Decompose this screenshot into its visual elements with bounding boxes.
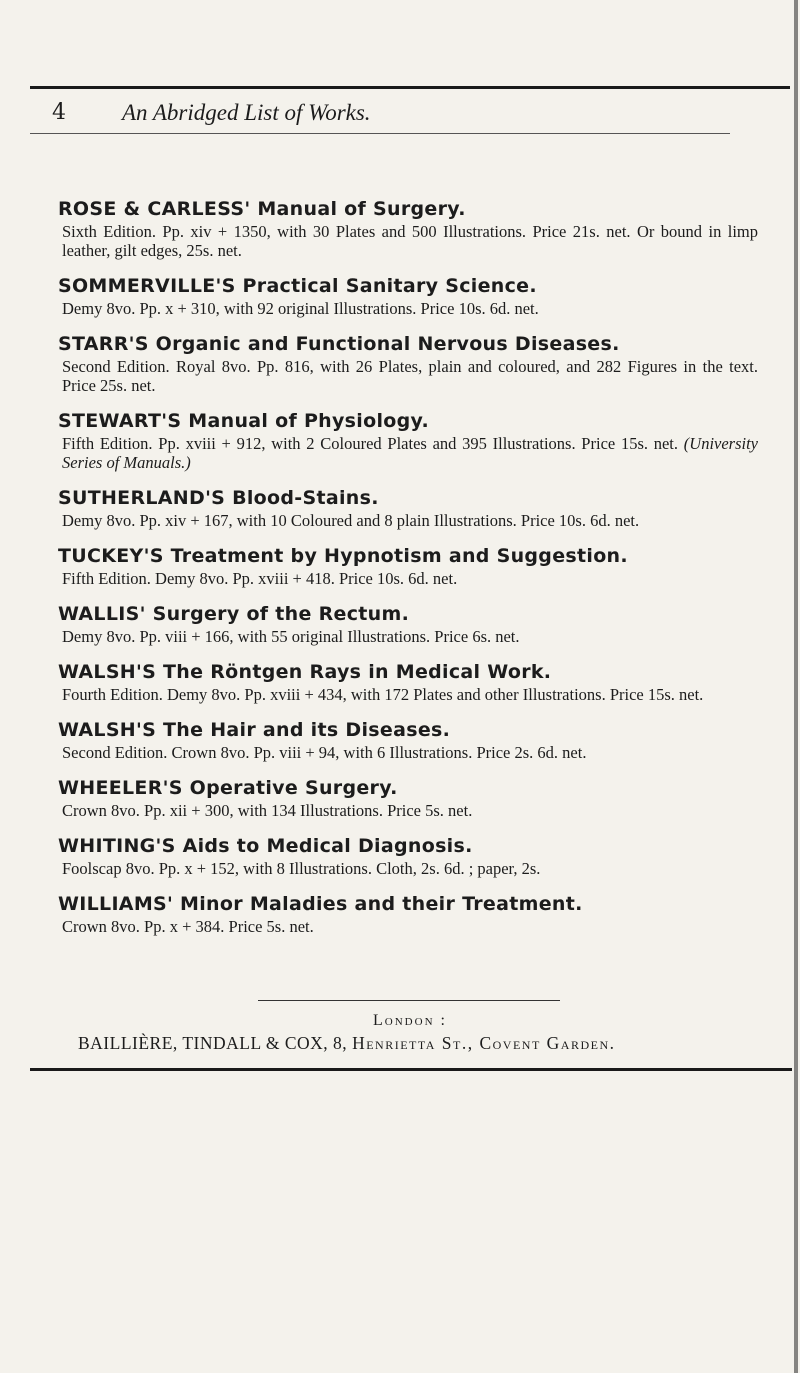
book-description: Second Edition. Crown 8vo. Pp. viii + 94, with 6 Illustrations. Price 2s. 6d. net.: [62, 743, 587, 762]
book-entry: [58, 331, 758, 395]
book-title: ROSE & CARLESS' Manual of Surgery.: [58, 198, 466, 220]
book-description: Fourth Edition. Demy 8vo. Pp. xviii + 434, with 172 Plates and other Illustrations. Price 15s. net.: [62, 685, 704, 704]
book-description: Crown 8vo. Pp. xii + 300, with 134 Illustrations. Price 5s. net.: [62, 801, 473, 820]
publisher-name: BAILLIÈRE, TINDALL & COX, 8,: [78, 1033, 348, 1053]
book-entry: [58, 891, 758, 936]
series-note: (University Series of Manuals.): [62, 434, 759, 472]
bottom-rule: [30, 1068, 792, 1071]
book-title: WALSH'S The Röntgen Rays in Medical Work.: [58, 661, 552, 683]
running-title: An Abridged List of Works.: [122, 100, 371, 125]
book-description: Demy 8vo. Pp. viii + 166, with 55 original Illustrations. Price 6s. net.: [62, 627, 520, 646]
book-entry: [58, 196, 758, 260]
publisher-city: London :: [373, 1012, 447, 1029]
book-title: WALLIS' Surgery of the Rectum.: [58, 603, 410, 625]
book-title: SUTHERLAND'S Blood-Stains.: [58, 487, 379, 509]
book-title: STEWART'S Manual of Physiology.: [58, 410, 429, 432]
book-entry: [58, 601, 758, 646]
book-entry: [58, 775, 758, 820]
book-entry: [58, 273, 758, 318]
book-title: WILLIAMS' Minor Maladies and their Treatment.: [58, 893, 583, 915]
book-entry: [58, 543, 758, 588]
page-edge: [794, 0, 798, 1373]
header-rule: [30, 133, 730, 134]
publisher-address: Henrietta St., Covent Garden.: [352, 1033, 616, 1053]
page-header: [30, 100, 790, 140]
book-description: Demy 8vo. Pp. x + 310, with 92 original Illustrations. Price 10s. 6d. net.: [62, 299, 539, 318]
book-title: TUCKEY'S Treatment by Hypnotism and Suggestion.: [58, 545, 628, 567]
book-list: [58, 196, 758, 949]
book-description-text: Fifth Edition. Pp. xviii + 912, with 2 Coloured Plates and 395 Illustrations. Price 15s. net.: [62, 434, 679, 453]
book-title: WHITING'S Aids to Medical Diagnosis.: [58, 835, 473, 857]
book-description: Fifth Edition. Demy 8vo. Pp. xviii + 418. Price 10s. 6d. net.: [62, 569, 458, 588]
book-entry: [58, 408, 758, 472]
top-rule: [30, 86, 790, 89]
book-description: Demy 8vo. Pp. xiv + 167, with 10 Coloured and 8 plain Illustrations. Price 10s. 6d. net.: [62, 511, 640, 530]
book-description: Foolscap 8vo. Pp. x + 152, with 8 Illustrations. Cloth, 2s. 6d. ; paper, 2s.: [62, 859, 541, 878]
book-title: SOMMERVILLE'S Practical Sanitary Science.: [58, 275, 537, 297]
book-entry: [58, 659, 758, 704]
book-entry: [58, 485, 758, 530]
book-description: Crown 8vo. Pp. x + 384. Price 5s. net.: [62, 917, 314, 936]
book-entry: [58, 717, 758, 762]
book-title: WHEELER'S Operative Surgery.: [58, 777, 398, 799]
book-description: [62, 434, 758, 472]
page-number: 4: [52, 100, 66, 125]
book-description: Second Edition. Royal 8vo. Pp. 816, with 26 Plates, plain and coloured, and 282 Figures in the text. Price 25s. net.: [62, 357, 758, 395]
book-entry: [58, 833, 758, 878]
footer-rule: [258, 1000, 560, 1001]
book-title: WALSH'S The Hair and its Diseases.: [58, 719, 451, 741]
book-description: Sixth Edition. Pp. xiv + 1350, with 30 Plates and 500 Illustrations. Price 21s. net. Or bound in limp leather, gilt edges, 25s. net.: [62, 222, 758, 260]
book-title: STARR'S Organic and Functional Nervous Diseases.: [58, 333, 620, 355]
publisher-imprint: [78, 1033, 616, 1054]
